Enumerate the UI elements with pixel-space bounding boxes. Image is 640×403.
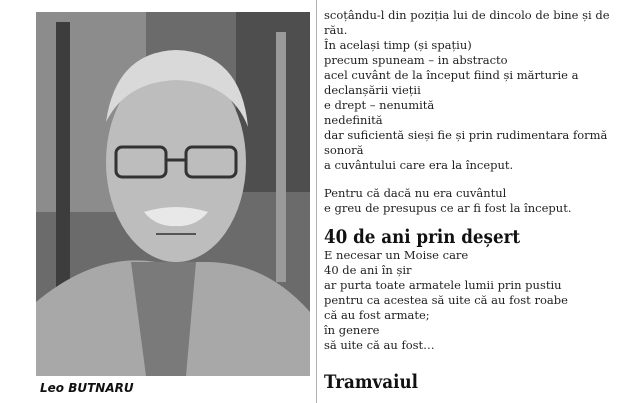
poem-line: scoțându-l din poziția lui de dincolo de bine și de: [324, 8, 610, 22]
poem-line: În același timp (și spațiu): [324, 38, 472, 52]
poem-line: nedefinită: [324, 113, 383, 127]
poem-line: acel cuvânt de la început fiind și mărturie a: [324, 68, 579, 82]
poem-line: ar purta toate armatele lumii prin pustiu: [324, 278, 562, 292]
poem-line: E necesar un Moise care: [324, 248, 469, 262]
stanza-gap: [324, 173, 636, 186]
poem-line: că au fost armate;: [324, 308, 430, 322]
photo-caption: Leo BUTNARU: [40, 381, 134, 395]
poem-title: Tramvaiul: [324, 371, 418, 393]
poem-title: 40 de ani prin deșert: [324, 226, 521, 248]
poem-line: e greu de presupus ce ar fi fost la început.: [324, 201, 572, 215]
poem-line: precum spuneam – in abstracto: [324, 53, 508, 67]
poem-line: Pentru că dacă nu era cuvântul: [324, 186, 507, 200]
poem-line: e drept – nenumită: [324, 98, 435, 112]
poem-line: a cuvântului care era la început.: [324, 158, 514, 172]
poem-line: pentru ca acestea să uite că au fost roabe: [324, 293, 568, 307]
portrait-illustration: [36, 12, 310, 376]
author-photo: [36, 12, 310, 376]
poem-column: [324, 8, 636, 393]
poem-line: rău.: [324, 23, 348, 37]
poem-line: în genere: [324, 323, 380, 337]
poem-line: declanșării vieții: [324, 83, 421, 97]
column-divider: [316, 0, 317, 403]
poem-line: sonoră: [324, 143, 364, 157]
poem-line: 40 de ani în șir: [324, 263, 412, 277]
poem-line: să uite că au fost…: [324, 338, 435, 352]
poem-line: dar suficientă sieși fie și prin rudimentara formă: [324, 128, 608, 142]
